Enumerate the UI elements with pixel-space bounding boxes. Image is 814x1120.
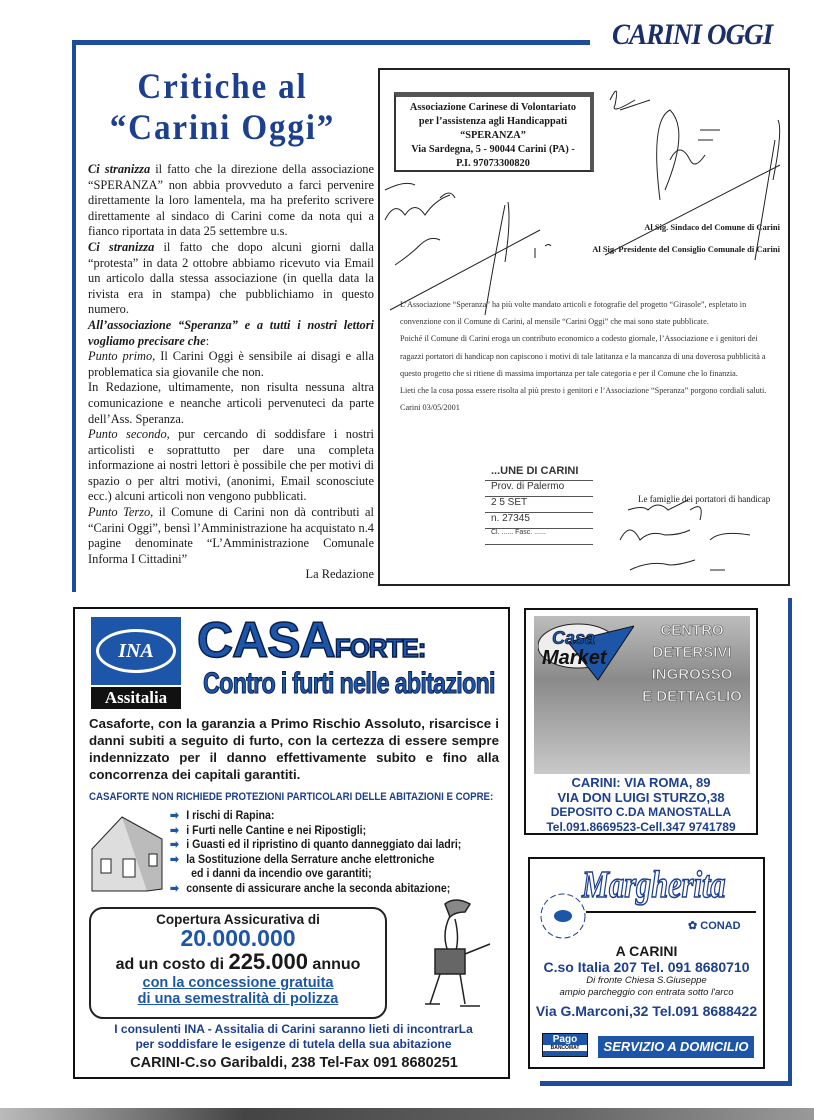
cost-value: 225.000 (228, 949, 308, 974)
pago-text: Pago (552, 1034, 578, 1045)
info-line: CARINI: VIA ROMA, 89 (571, 775, 711, 790)
coverage-text: consente di assicurare anche la seconda abitazione; (186, 882, 451, 895)
consultants-note (81, 1022, 506, 1052)
ina-logo (91, 617, 181, 685)
cartoon-man-illustration (405, 894, 495, 1014)
letter-scan (378, 68, 790, 586)
pagobancomat-logo (542, 1033, 588, 1057)
city: A CARINI (615, 943, 678, 959)
letter-date: Carini 03/05/2001 (400, 403, 460, 413)
tagline-line: INGROSSO (651, 666, 733, 683)
offer-cost (91, 949, 385, 975)
logo-underline (586, 911, 756, 913)
consul-line: per soddisfare le esigenze di tutela della sua abitazione (135, 1037, 452, 1051)
ina-assitalia-ad (73, 607, 510, 1079)
paragraph (88, 427, 374, 505)
logo-casa: Casa (552, 628, 596, 648)
left-rule (72, 40, 76, 592)
cost-post: annuo (307, 956, 361, 973)
paragraph (88, 240, 374, 318)
casa-market-tagline (634, 620, 750, 708)
letterhead-line: P.I. 97073300820 (456, 158, 530, 169)
right-rule (788, 598, 792, 1086)
top-rule (72, 40, 590, 45)
title-big: CASA (197, 612, 335, 668)
ina-logo-text: INA (96, 629, 176, 673)
coverage-item (170, 824, 461, 839)
offer-line: con la concessione gratuita (142, 975, 334, 991)
letterhead-line: “SPERANZA” (460, 130, 526, 141)
coverage-list (170, 809, 461, 896)
casa-market-logo (538, 622, 634, 682)
logo-market: Market (542, 647, 607, 669)
assitalia-logo: Assitalia (91, 687, 181, 709)
casaforte-subtitle: Contro i furti nelle abitazioni (203, 667, 495, 700)
stamp-line: Prov. di Palermo (485, 481, 593, 497)
margherita-logo: Margherita (582, 864, 726, 906)
coverage-text: i Guasti ed il ripristino di quanto danneggiato dai ladri; (186, 839, 462, 851)
article-signature: La Redazione (305, 567, 374, 582)
lead: Ci stranizza (88, 162, 151, 176)
magazine-logo: CARINI OGGI (612, 18, 773, 51)
consul-line: I consulenti INA - Assitalia di Carini saranno lieti di incontrarLa (114, 1022, 473, 1036)
paragraph (88, 162, 374, 240)
stamp-line: ...UNE DI CARINI (485, 465, 593, 481)
coverage-text: i Furti nelle Cantine e nei Ripostigli; (186, 824, 367, 837)
letterhead-line: Via Sardegna, 5 - 90044 Carini (PA) - (411, 144, 575, 155)
coverage-text: ed i danni da incendio ove garantiti; (191, 868, 372, 880)
offer-line: di una semestralità di polizza (137, 991, 339, 1007)
letterhead-line: per l’assistenza agli Handicappati (418, 116, 568, 127)
recipient-mayor: Al Sig. Sindaco del Comune di Carini (644, 222, 780, 232)
paragraph (88, 318, 374, 349)
bancomat-text: BANCOMAT (543, 1045, 587, 1051)
coverage-text: la Sostituzione della Serrature anche elettroniche (186, 853, 435, 866)
paragraph (88, 349, 374, 380)
tagline-line: CENTRO (660, 622, 724, 639)
recipient-president: Al Sig. Presidente del Consiglio Comunale di Carini (592, 244, 780, 254)
offer-heading: Copertura Assicurativa di (156, 912, 320, 927)
coverage-text: I rischi di Rapina: (186, 810, 275, 822)
text: , Il Carini Oggi è sensibile ai disagi e alla problematica sia giovanile che non. (88, 349, 374, 379)
lead: All’associazione “Speranza” e a tutti i nostri lettori vogliamo precisare che (88, 317, 374, 348)
ad-note: CASAFORTE NON RICHIEDE PROTEZIONI PARTICOLARI DELLE ABITAZIONI E COPRE: (89, 791, 494, 803)
arrow-right-icon: ➡ (170, 824, 179, 837)
bottom-rule (540, 1081, 792, 1086)
lead: Punto primo (88, 349, 153, 364)
note-2: ampio parcheggio con entrata sotto l'arco (559, 987, 734, 998)
note-1: Di fronte Chiesa S.Giuseppe (586, 975, 707, 986)
text: : (205, 333, 210, 348)
daisy-icon (538, 891, 588, 941)
arrow-right-icon: ➡ (170, 810, 179, 822)
offer-amount: 20.000.000 (180, 925, 296, 951)
casa-market-info (526, 776, 756, 834)
casaforte-title (197, 611, 425, 669)
letterhead-line: Associazione Carinese di Volontariato (409, 102, 577, 113)
margherita-info (530, 943, 763, 1019)
arrow-right-icon: ➡ (170, 839, 179, 851)
scan-edge (0, 1108, 814, 1120)
article-title (101, 66, 345, 148)
ad-intro: Casaforte, con la garanzia a Primo Rischio Assoluto, risarcisce i danni subiti a seguito di furto, con la certezza di essere sempre indennizzato per il danno effettivamente subito e fino alla concorrenza dei capitali garantiti. (89, 716, 499, 782)
protocol-stamp (485, 465, 593, 545)
coverage-item (170, 853, 461, 868)
arrow-right-icon: ➡ (170, 882, 179, 895)
stamp-line: Cl. ...... Fasc. ...... (485, 529, 593, 545)
coverage-item (170, 809, 461, 824)
title-line-1: Critiche al (137, 66, 308, 106)
lead: Punto secondo (88, 427, 167, 442)
lead: Ci stranizza (88, 239, 155, 254)
arrow-right-icon: ➡ (170, 853, 179, 866)
letter-signature-label: Le famiglie dei portatori di handicap (638, 494, 771, 504)
ina-contact: CARINI-C.so Garibaldi, 238 Tel-Fax 091 8680251 (130, 1055, 458, 1071)
info-line: DEPOSITO C.DA MANOSTALLA (550, 805, 732, 819)
conad-text: CONAD (700, 920, 741, 932)
paragraph: In Redazione, ultimamente, non risulta nessuna altra comunicazione e neanche articoli pervenuteci da parte dell’Ass. Speranza. (88, 380, 374, 426)
store-photo (534, 616, 750, 774)
conad-logo: ✿ CONAD (688, 920, 741, 932)
tagline-line: DETERSIVI (652, 644, 732, 661)
house-illustration (87, 809, 167, 897)
home-delivery-banner: SERVIZIO A DOMICILIO (598, 1036, 754, 1058)
casa-market-ad (524, 608, 758, 835)
stamp-line: n. 27345 (485, 513, 593, 529)
address-2: Via G.Marconi,32 Tel.091 8688422 (535, 1003, 758, 1019)
letter-paragraph: Poiché il Comune di Carini eroga un contributo economico a codesto giornale, l’Associazione e i genitori dei ragazzi portatori di handicap non capiscono i motivi di tale latitanza e la mancanza di una doverosa pubblicità a questo progetto che si ritiene di massima importanza per tale categoria e per il Comune che lo finanzia. (400, 334, 766, 378)
cost-pre: ad un costo di (115, 956, 229, 973)
article-body (88, 162, 374, 583)
coverage-item (170, 838, 461, 853)
info-line: VIA DON LUIGI STURZO,38 (557, 789, 725, 805)
text: , il Comune di Carini non dà contributi al “Carini Oggi”, bensì l’Amministrazione ha acquistato n.4 pagine denominate “L’Amministrazione Comunale Informa I Cittadini” (88, 505, 374, 566)
text: il fatto che dopo alcuni giorni dalla “protesta” in data 2 ottobre abbiamo ricevuto via Email un articolo dalla stessa associazione (in quella data la rivista era in stampa) che pubblichiamo in questo numero. (88, 239, 374, 317)
coverage-item (170, 867, 461, 882)
text: il fatto che la direzione della associazione “SPERANZA” non abbia provveduto a farci pervenire direttamente la loro lamentela, ma ha preferito scrivere direttamente al sindaco di Carini come da nota qui a fianco riportata in data 25 settembre u.s. (88, 162, 374, 239)
title-line-2: “Carini Oggi” (109, 107, 336, 147)
paragraph (88, 505, 374, 567)
margherita-conad-ad (528, 857, 765, 1069)
offer-box (89, 907, 387, 1019)
stamp-line: 2 5 SET (485, 497, 593, 513)
info-line: Tel.091.8669523-Cell.347 9741789 (546, 819, 736, 834)
tagline-line: E DETTAGLIO (642, 688, 742, 705)
letter-paragraph: Lieti che la cosa possa essere risolta al più presto i genitori e l’Associazione “Speranza” porgono cordiali saluti. (400, 386, 767, 396)
address-1: C.so Italia 207 Tel. 091 8680710 (543, 959, 750, 975)
letter-body (400, 296, 780, 416)
letter-paragraph: L’Associazione “Speranza” ha più volte mandato articoli e fotografie del progetto “Girasole”, espletato in convenzione con il Comune di Carini, al mensile “Carini Oggi” che mai sono state pubblicate. (400, 300, 747, 327)
text: , pur cercando di soddisfare i nostri articolisti e soprattutto per dare una completa informazione ai nostri lettori è possibile che per motivi di spazio o per altri motivi, (anonimi, Email sconosciute ecc.) alcuni articoli non vengono pubblicati. (88, 427, 374, 504)
lead: Punto Terzo (88, 505, 151, 520)
title-small: FORTE: (334, 633, 426, 663)
